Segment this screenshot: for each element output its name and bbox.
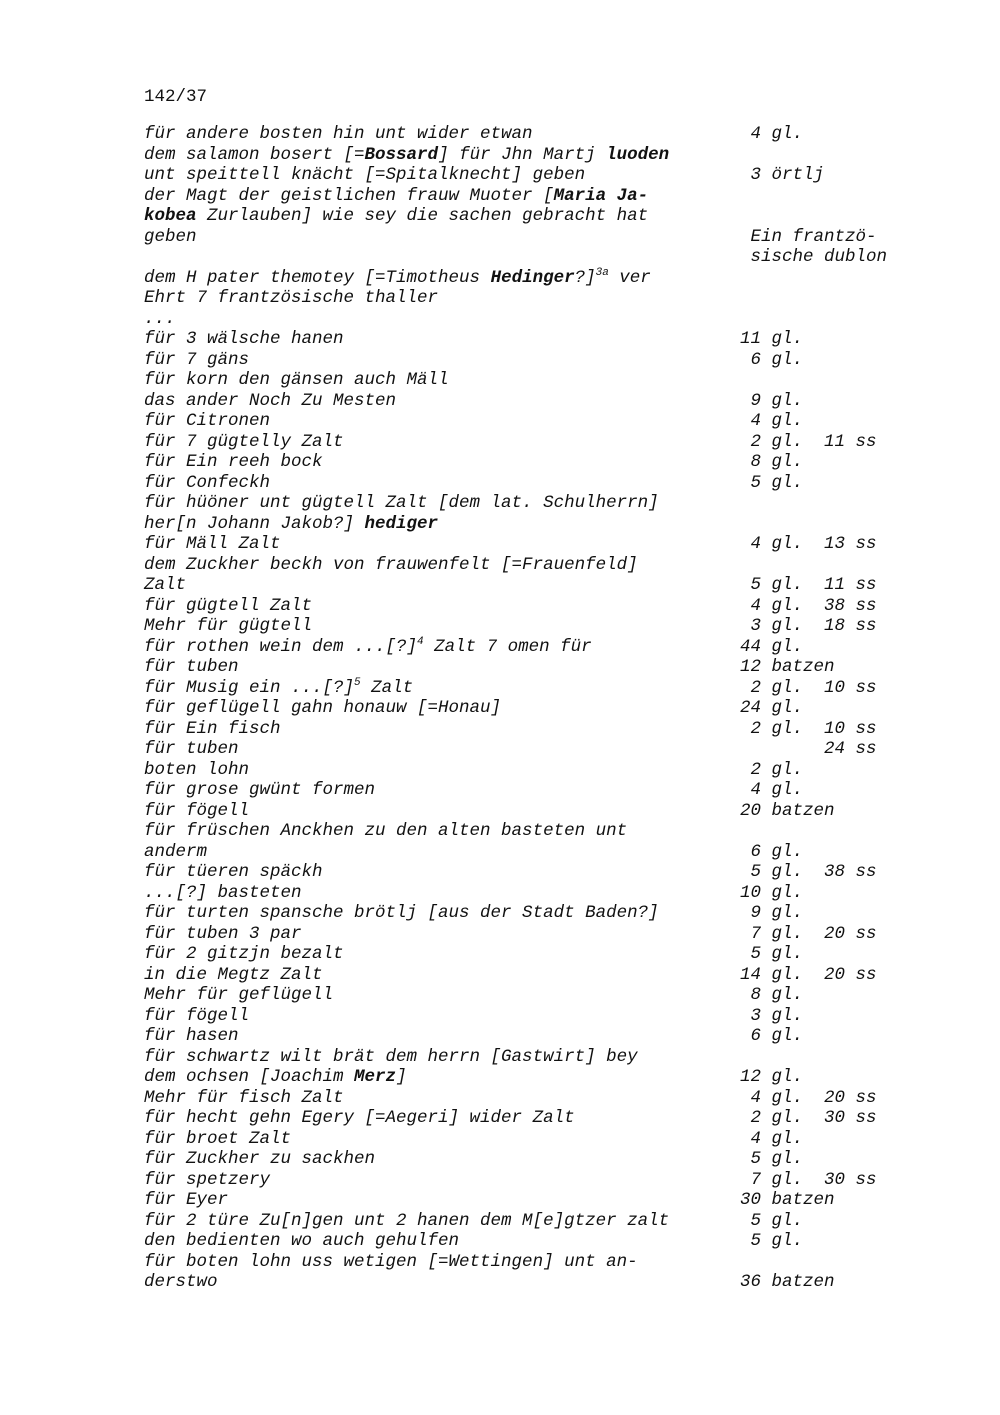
entry-text: für schwartz wilt brät dem herrn [Gastwirt] bey [144, 1046, 638, 1067]
entry-amount: 8 gl. [740, 985, 804, 1005]
ledger-line [144, 944, 904, 965]
entry-text: für tuben 3 par [144, 923, 302, 944]
entry-text: Zalt [144, 575, 187, 595]
ledger-line [144, 780, 904, 801]
entry-text: für Citronen [144, 411, 271, 431]
ledger-line [144, 801, 904, 822]
ledger-line [144, 616, 904, 637]
entry-text: für fögell [144, 1005, 250, 1026]
ledger-line [144, 1129, 904, 1150]
entry-text: Mehr für geflügell [144, 985, 334, 1005]
ledger-line [144, 1149, 904, 1170]
entry-text: unt speittell knächt [=Spitalknecht] geben [144, 165, 586, 185]
entry-amount: 12 gl. [740, 1067, 804, 1087]
entry-amount: 6 gl. [740, 841, 804, 862]
entry-text: für 3 wälsche hanen [144, 329, 344, 349]
entry-text: für geflügell gahn honauw [=Honau] [144, 698, 502, 718]
entry-amount: 3 gl. 18 ss [740, 616, 877, 636]
entry-amount: 3 gl. [740, 1005, 804, 1026]
entry-text: für 7 gäns [144, 349, 250, 370]
entry-amount: 8 gl. [740, 452, 804, 472]
ledger-line [144, 596, 904, 617]
ledger-line [144, 247, 904, 268]
entry-text: kobea Zurlauben] wie sey die sachen gebracht hat [144, 206, 649, 226]
ledger-line [144, 124, 904, 145]
entry-text: für spetzery [144, 1169, 271, 1190]
entry-amount: 24 gl. [740, 698, 804, 718]
entry-amount: 6 gl. [740, 1026, 804, 1046]
ledger-line [144, 432, 904, 453]
entry-text: boten lohn [144, 759, 250, 780]
entry-amount: 2 gl. 10 ss [740, 718, 877, 739]
ledger-line [144, 1006, 904, 1027]
entry-amount: Ein frantzö- [740, 226, 877, 247]
ledger-line [144, 862, 904, 883]
ledger-line [144, 903, 904, 924]
entry-text: für tuben [144, 657, 239, 677]
entry-text: den bedienten wo auch gehulfen [144, 1231, 460, 1251]
entry-text: anderm [144, 841, 208, 862]
entry-text: dem salamon bosert [=Bossard] für Jhn Martj luoden [144, 144, 670, 165]
entry-amount: 14 gl. 20 ss [740, 964, 877, 985]
ledger-line [144, 370, 904, 391]
ledger-line [144, 1231, 904, 1252]
entry-text: für andere bosten hin unt wider etwan [144, 124, 533, 144]
ledger-line [144, 842, 904, 863]
entry-amount: 44 gl. [740, 636, 804, 657]
entry-amount: 4 gl. [740, 411, 804, 431]
entry-amount: 4 gl. [740, 1128, 804, 1149]
ledger-line [144, 821, 904, 842]
entry-amount: 10 gl. [740, 882, 804, 903]
ledger-line [144, 739, 904, 760]
entry-amount: 2 gl. 11 ss [740, 431, 877, 452]
ledger-line [144, 1170, 904, 1191]
entry-text: für fögell [144, 800, 250, 821]
entry-amount: 6 gl. [740, 349, 804, 370]
ledger-line [144, 309, 904, 330]
entry-text: für 2 gitzjn bezalt [144, 944, 344, 964]
entry-amount: 5 gl. [740, 1231, 804, 1251]
entry-amount: 12 batzen [740, 657, 835, 677]
entry-amount: 20 batzen [740, 800, 835, 821]
entry-text: Ehrt 7 frantzösische thaller [144, 288, 439, 308]
ledger-line [144, 350, 904, 371]
entry-text: der Magt der geistlichen frauw Muoter [Maria Ja- [144, 185, 649, 206]
ledger-line [144, 145, 904, 166]
ledger-line [144, 678, 904, 699]
ledger-line [144, 514, 904, 535]
entry-text: in die Megtz Zalt [144, 964, 323, 985]
ledger-line [144, 555, 904, 576]
ledger-line [144, 473, 904, 494]
ledger-line [144, 1088, 904, 1109]
entry-amount: 11 gl. [740, 329, 804, 349]
ledger-line [144, 534, 904, 555]
ledger-line [144, 1272, 904, 1293]
ledger-line [144, 165, 904, 186]
ledger-line [144, 288, 904, 309]
entry-amount: 5 gl. [740, 944, 804, 964]
entry-amount: 7 gl. 30 ss [740, 1169, 877, 1190]
entry-text: für Musig ein ...[?]$^5$ Zalt [144, 676, 414, 698]
entry-text: Mehr für gügtell [144, 616, 313, 636]
ledger-line [144, 965, 904, 986]
entry-amount: 9 gl. [740, 903, 804, 923]
entry-text: dem Zuckher beckh von frauwenfelt [=Frauenfeld] [144, 554, 638, 575]
ledger-line [144, 1108, 904, 1129]
entry-amount: 9 gl. [740, 390, 804, 411]
entry-text: Mehr für fisch Zalt [144, 1087, 344, 1108]
entry-text: her[n Johann Jakob?] hediger [144, 513, 439, 534]
ledger-line [144, 760, 904, 781]
entry-text: für turten spansche brötlj [aus der Stadt Baden?] [144, 903, 659, 923]
entry-text: dem H pater themotey [=Timotheus Hedinger?]$^{3a}$ ver [144, 266, 651, 288]
ledger-line [144, 227, 904, 248]
ledger-line [144, 637, 904, 658]
entry-amount: 5 gl. 38 ss [740, 862, 877, 882]
ledger-line [144, 329, 904, 350]
entry-amount: 30 batzen [740, 1190, 835, 1210]
entry-text: für hasen [144, 1026, 239, 1046]
entry-amount: 5 gl. [740, 472, 804, 493]
ledger [144, 124, 904, 1293]
ledger-line [144, 1067, 904, 1088]
entry-text: für Eyer [144, 1190, 229, 1210]
entry-amount: 7 gl. 20 ss [740, 923, 877, 944]
ledger-line [144, 1211, 904, 1232]
entry-text: ... [144, 308, 176, 329]
ledger-line [144, 206, 904, 227]
entry-text: geben [144, 226, 197, 247]
ledger-line [144, 411, 904, 432]
entry-text: für hecht gehn Egery [=Aegeri] wider Zalt [144, 1108, 575, 1128]
entry-amount: 4 gl. [740, 124, 804, 144]
entry-amount: 5 gl. 11 ss [740, 575, 877, 595]
ledger-line [144, 186, 904, 207]
entry-amount: 2 gl. [740, 759, 804, 780]
entry-amount: sische dublon [740, 247, 888, 267]
entry-text: für Mäll Zalt [144, 534, 281, 554]
entry-text: für früschen Anckhen zu den alten basteten unt [144, 821, 628, 841]
entry-text: für tüeren späckh [144, 862, 323, 882]
entry-amount: 4 gl. [740, 780, 804, 800]
ledger-line [144, 985, 904, 1006]
entry-text: für Confeckh [144, 472, 271, 493]
ledger-line [144, 1190, 904, 1211]
entry-amount: 4 gl. 20 ss [740, 1087, 877, 1108]
ledger-line [144, 268, 904, 289]
ledger-line [144, 719, 904, 740]
entry-text: für korn den gänsen auch Mäll [144, 370, 449, 390]
entry-amount: 2 gl. 10 ss [740, 677, 877, 698]
ledger-line [144, 1026, 904, 1047]
entry-text: für Zuckher zu sackhen [144, 1149, 376, 1169]
entry-text: für broet Zalt [144, 1128, 292, 1149]
ledger-line [144, 924, 904, 945]
entry-text: für 7 gügtelly Zalt [144, 431, 344, 452]
entry-amount: 36 batzen [740, 1272, 835, 1292]
entry-text: für gügtell Zalt [144, 595, 313, 616]
page-number: 142/37 [144, 87, 208, 107]
entry-amount: 2 gl. 30 ss [740, 1108, 877, 1128]
entry-amount: 24 ss [740, 739, 877, 759]
entry-text: für 2 türe Zu[n]gen unt 2 hanen dem M[e]gtzer zalt [144, 1210, 670, 1231]
ledger-line [144, 698, 904, 719]
entry-text: für grose gwünt formen [144, 780, 376, 800]
entry-text: dem ochsen [Joachim Merz] [144, 1067, 407, 1087]
entry-amount: 4 gl. 13 ss [740, 534, 877, 554]
entry-amount: 4 gl. 38 ss [740, 595, 877, 616]
entry-amount: 5 gl. [740, 1149, 804, 1169]
entry-text: für Ein fisch [144, 718, 281, 739]
ledger-line [144, 657, 904, 678]
entry-text: für rothen wein dem ...[?]$^4$ Zalt 7 omen für [144, 635, 592, 657]
ledger-line [144, 391, 904, 412]
entry-text: für boten lohn uss wetigen [=Wettingen] unt an- [144, 1251, 638, 1272]
ledger-line [144, 452, 904, 473]
ledger-line [144, 1252, 904, 1273]
ledger-line [144, 493, 904, 514]
ledger-line [144, 883, 904, 904]
entry-amount: 5 gl. [740, 1210, 804, 1231]
entry-text: derstwo [144, 1272, 218, 1292]
entry-text: für Ein reeh bock [144, 452, 323, 472]
ledger-line [144, 575, 904, 596]
entry-text: für tuben [144, 739, 239, 759]
entry-text: ...[?] basteten [144, 882, 302, 903]
entry-amount: 3 örtlj [740, 165, 825, 185]
entry-text: für hüöner unt gügtell Zalt [dem lat. Schulherrn] [144, 493, 659, 513]
ledger-line [144, 1047, 904, 1068]
entry-text: das ander Noch Zu Mesten [144, 390, 397, 411]
